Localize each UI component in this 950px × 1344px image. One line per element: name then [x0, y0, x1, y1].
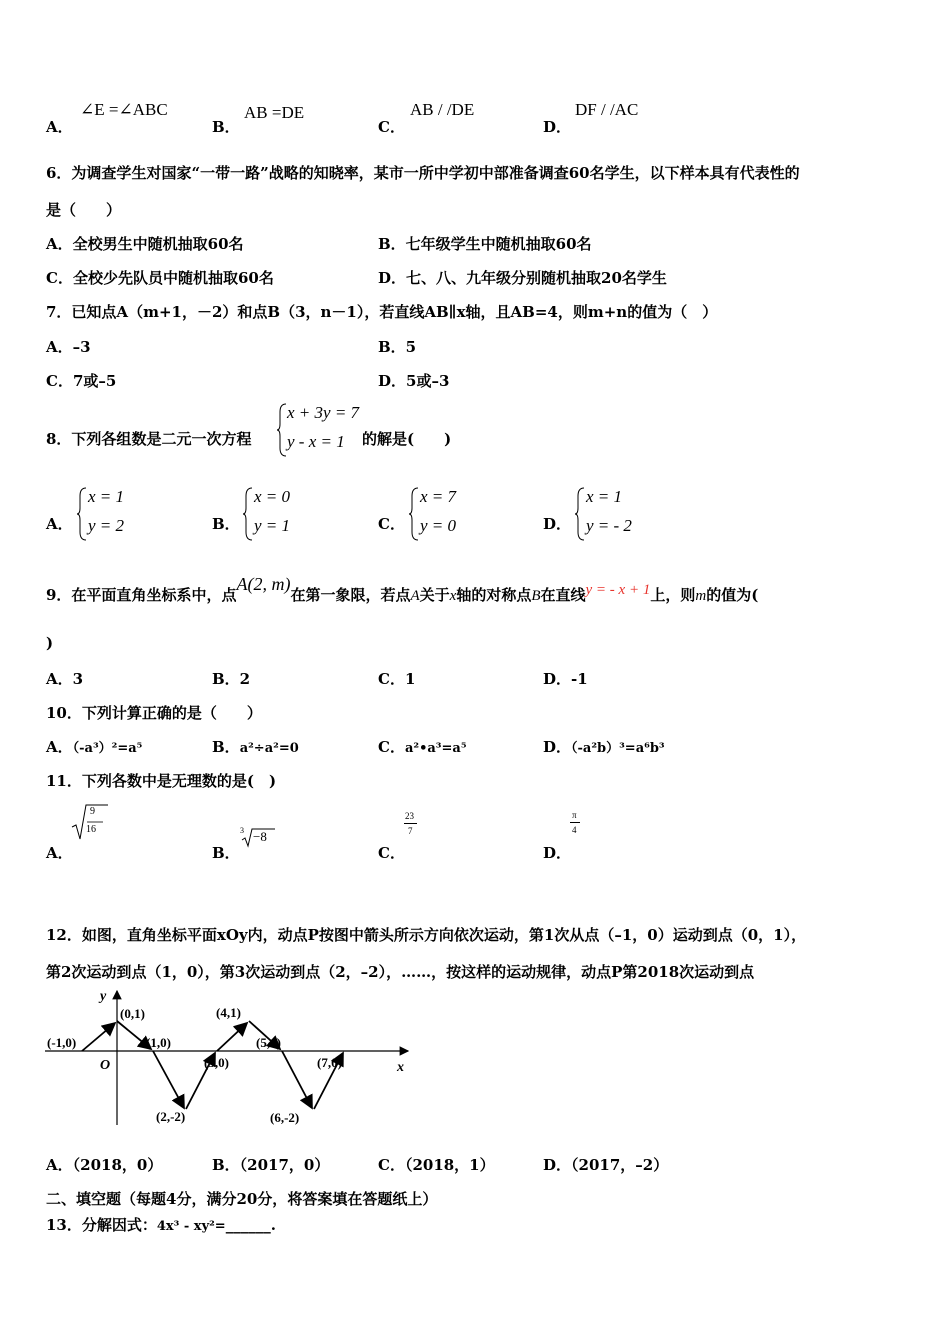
- q13-stem: [46, 1214, 276, 1235]
- q9-stem-line2: ): [46, 634, 54, 652]
- q5-option-b-label: B．: [212, 118, 240, 136]
- q9-x-symbol: x: [449, 588, 457, 604]
- q11-stem: 11．下列各数中是无理数的是( ): [46, 772, 277, 790]
- q10-option-c-text: a²•a³=a⁵: [404, 741, 467, 756]
- q8-eq2: y - x = 1: [287, 432, 345, 451]
- q8-stem-post: 的解是( ): [362, 430, 452, 448]
- q5-option-c-expr: AB / /DE: [410, 100, 475, 119]
- q9-option-b: B．2: [212, 670, 251, 688]
- q10-option-c: [378, 736, 467, 757]
- point-label-7-0: (7,0): [317, 1055, 342, 1070]
- q12-option-a: A．（2018，0）: [46, 1156, 163, 1174]
- q9-text-3: 关于: [419, 586, 450, 604]
- q9-m-symbol: m: [695, 588, 707, 604]
- q5-option-d-label: D．: [543, 118, 572, 136]
- q6-option-a: A．全校男生中随机抽取60名: [46, 235, 244, 253]
- q10-option-d: [543, 736, 665, 757]
- q10-option-c-label: C．: [378, 738, 405, 756]
- q11-option-a-num: 9: [90, 806, 95, 817]
- q11-option-c-num: 23: [405, 811, 414, 821]
- q5-option-a-expr: ∠E =∠ABC: [80, 100, 168, 119]
- q5-option-d-expr: DF / /AC: [575, 100, 639, 119]
- q8-option-b-label: B．: [212, 515, 240, 533]
- q9-b-symbol: B: [531, 588, 541, 604]
- q9-text-5: 在直线: [540, 586, 586, 604]
- q6-option-b: B．七年级学生中随机抽取60名: [378, 235, 592, 253]
- q6-option-c: C．全校少先队员中随机抽取60名: [46, 269, 274, 287]
- q11-option-c-label: C．: [378, 844, 405, 862]
- point-label-neg1-0: (-1,0): [47, 1035, 77, 1050]
- q8-option-d-label: D．: [543, 515, 572, 533]
- q10-option-a: [46, 736, 142, 757]
- q10-option-b-label: B．: [212, 738, 240, 756]
- q9-line-equation: y = - x + 1: [585, 582, 651, 598]
- move-7: [282, 1051, 312, 1108]
- q11-option-d-fraction-bar: [570, 822, 580, 823]
- q8-option-a-line1: x = 1: [88, 487, 125, 506]
- q8-option-c-label: C．: [378, 515, 405, 533]
- q5-option-c-label: C．: [378, 118, 405, 136]
- q11-option-b-label: B．: [212, 844, 240, 862]
- q9-option-c: C．1: [378, 670, 416, 688]
- q9-point-a: A(2, m): [236, 574, 291, 594]
- origin-label: O: [100, 1058, 111, 1073]
- q10-option-d-label: D．: [543, 738, 572, 756]
- q11-option-d-den: 4: [572, 825, 577, 835]
- q9-text-2: 在第一象限，若点: [290, 586, 411, 604]
- q8-eq1: x + 3y = 7: [287, 403, 360, 422]
- q9-a-symbol: A: [410, 588, 420, 604]
- q12-graph: [40, 985, 420, 1135]
- q8-option-b-line1: x = 0: [254, 487, 291, 506]
- q7-stem: 7．已知点A（m+1，－2）和点B（3，n－1），若直线AB∥x轴，且AB=4，则m+n的值为（ ）: [46, 303, 718, 321]
- x-axis-label: x: [397, 1060, 404, 1075]
- q11-option-c-den: 7: [408, 826, 413, 836]
- q10-option-d-text: （-a²b）³=a⁶b³: [571, 741, 665, 756]
- point-label-0-1: (0,1): [120, 1006, 145, 1021]
- q13-period: .: [270, 1216, 276, 1234]
- q13-answer-blank: ______: [225, 1216, 271, 1234]
- q10-option-b-text: a²÷a²=0: [239, 741, 299, 756]
- q11-option-b-index: 3: [240, 826, 244, 835]
- q6-option-d: D．七、八、九年级分别随机抽取20名学生: [378, 269, 667, 287]
- q11-option-b-radicand: −8: [253, 829, 267, 844]
- q8-option-a-line2: y = 2: [88, 516, 125, 535]
- q12-stem-line1: 12．如图，直角坐标平面xOy内，动点P按图中箭头所示方向依次运动，第1次从点（–1，0）运动到点（0，1），: [46, 926, 807, 944]
- point-label-2-neg2: (2,-2): [156, 1109, 186, 1124]
- q9-stem: [46, 574, 759, 605]
- q12-option-b: B．（2017，0）: [212, 1156, 330, 1174]
- q7-option-c: C．7或–5: [46, 372, 117, 390]
- q6-stem-line1: 6．为调查学生对国家“一带一路”战略的知晓率，某市一所中学初中部准备调查60名学生，以下样本具有代表性的: [46, 164, 800, 182]
- point-label-5-0: (5,0): [256, 1035, 281, 1050]
- q8-stem-pre: 8．下列各组数是二元一次方程: [46, 430, 252, 448]
- q11-option-a-label: A．: [46, 844, 73, 862]
- q8-option-a-label: A．: [46, 515, 73, 533]
- q9-text-4: 轴的对称点: [456, 586, 532, 604]
- y-axis-label: y: [100, 989, 107, 1004]
- q10-option-b: [212, 736, 299, 757]
- q8-option-d-brace: [574, 486, 586, 542]
- move-5: [217, 1023, 247, 1051]
- q7-option-d: D．5或–3: [378, 372, 450, 390]
- q8-option-a-brace: [76, 486, 88, 542]
- q12-option-d: D．（2017，–2）: [543, 1156, 669, 1174]
- q11-option-a-den: 16: [86, 824, 96, 835]
- q5-option-a-label: A．: [46, 118, 73, 136]
- q7-option-b: B．5: [378, 338, 417, 356]
- move-1: [82, 1023, 115, 1051]
- q8-option-b-brace: [242, 486, 254, 542]
- q12-option-c: C．（2018，1）: [378, 1156, 495, 1174]
- point-label-3-0: (3,0): [204, 1055, 229, 1070]
- q12-stem-line2: 第2次运动到点（1，0），第3次运动到点（2，–2），……，按这样的运动规律，动点P第2018次运动到点: [46, 963, 755, 981]
- q8-option-c-brace: [408, 486, 420, 542]
- q10-option-a-text: （-a³）²=a⁵: [72, 741, 143, 756]
- q8-option-c-line1: x = 7: [420, 487, 457, 506]
- q11-option-d-num: π: [572, 810, 577, 820]
- q8-option-b-line2: y = 1: [254, 516, 291, 535]
- q13-prefix: 13．分解因式：: [46, 1216, 157, 1234]
- q9-text-6: 上，则: [650, 586, 696, 604]
- q5-option-b-expr: AB =DE: [244, 103, 305, 122]
- point-label-1-0: (1,0): [146, 1035, 171, 1050]
- q9-option-a: A．3: [46, 670, 84, 688]
- q6-stem-line2: 是（ ）: [46, 201, 122, 219]
- q8-option-d-line1: x = 1: [586, 487, 623, 506]
- q7-option-a: A．–3: [46, 338, 91, 356]
- q13-expression: 4x³ - xy²=: [156, 1219, 226, 1234]
- q11-option-c-fraction-bar: [404, 823, 417, 824]
- section-2-heading: 二、填空题（每题4分，满分20分，将答案填在答题纸上）: [46, 1190, 438, 1208]
- q9-text-7: 的值为(: [706, 586, 759, 604]
- q9-text-1: 9．在平面直角坐标系中，点: [46, 586, 237, 604]
- point-label-6-neg2: (6,-2): [270, 1110, 300, 1125]
- q8-option-c-line2: y = 0: [420, 516, 457, 535]
- q11-option-d-label: D．: [543, 844, 572, 862]
- q10-option-a-label: A．: [46, 738, 73, 756]
- q9-option-d: D．-1: [543, 670, 588, 688]
- point-label-4-1: (4,1): [216, 1005, 241, 1020]
- q10-stem: 10．下列计算正确的是（ ）: [46, 704, 262, 722]
- move-3: [153, 1051, 184, 1108]
- q8-option-d-line2: y = - 2: [586, 516, 632, 535]
